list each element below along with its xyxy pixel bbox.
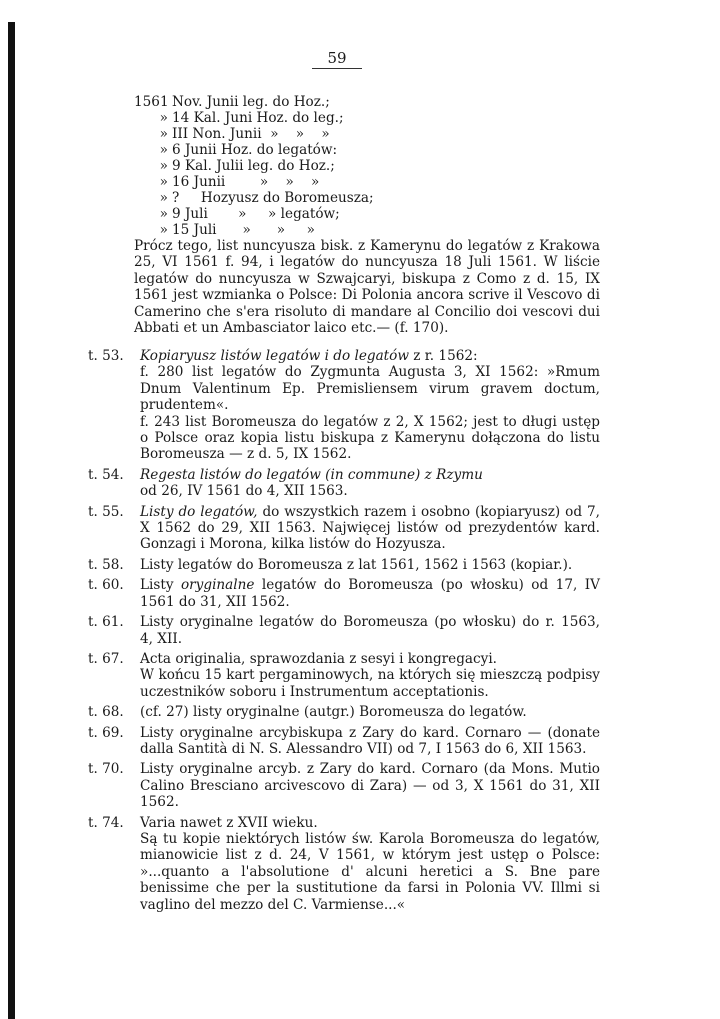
line-text: 9 Juli » » legatów;: [172, 206, 340, 222]
entry-line: [140, 364, 600, 413]
entry-body: [140, 761, 600, 810]
date-list-line: [134, 206, 600, 222]
volume-entry: [88, 557, 600, 573]
volume-tag: t. 53.: [88, 348, 124, 364]
entry-body: [140, 348, 600, 463]
volume-entry: [88, 704, 600, 720]
volume-tag: t. 68.: [88, 704, 124, 721]
entry-line: [140, 704, 600, 720]
entry-text: legatów do Boromeusza (po włosku) od 17, IV 1561 do 31, XII 1562.: [140, 577, 600, 610]
line-text: 6 Junii Hoz. do legatów:: [172, 142, 338, 158]
volume-entry: [88, 761, 600, 810]
entry-line: [140, 504, 600, 553]
line-lead: »: [159, 158, 168, 174]
line-lead: »: [159, 126, 168, 142]
entry-text: Są tu kopie niektórych listów św. Karola Boromeusza do legatów, mianowicie list z d. 24, V 1561, w którym jest ustęp o Polsce: »...quanto a l'absolutione d' alcuni heretici a S. Bne pare benissime che per la sustitutione da farsi in Polonia VV. Illmi si vaglino del mezzo del C. Varmiense...«: [140, 830, 600, 913]
entry-text: Listy oryginalne arcybiskupa z Zary do kard. Cornaro — (donate dalla Santità di N. S. Alessandro VII) od 7, I 1563 do 6, XII 1563.: [140, 724, 600, 757]
page-number: 59: [312, 50, 362, 69]
entry-line: [140, 761, 600, 810]
entry-line: [140, 651, 600, 667]
line-lead: »: [159, 142, 168, 158]
date-list-line: [134, 174, 600, 190]
entry-line: [140, 348, 600, 364]
volume-tag: t. 67.: [88, 650, 124, 667]
entry-text: (cf. 27) listy oryginalne (autgr.) Boromeusza do legatów.: [140, 704, 527, 721]
entry-text: od 26, IV 1561 do 4, XII 1563.: [140, 483, 348, 500]
line-lead: »: [159, 222, 168, 238]
line-text: 16 Junii » » »: [172, 174, 320, 190]
volume-tag: t. 60.: [88, 577, 124, 594]
entry-title: Kopiaryusz listów legatów i do legatów: [140, 348, 409, 364]
entry-line: [140, 815, 600, 831]
entry-title-prefix: Listy: [140, 577, 181, 594]
volume-entry: [88, 725, 600, 758]
entry-text: z r. 1562:: [408, 348, 478, 364]
line-lead: »: [159, 110, 168, 126]
line-text: 9 Kal. Julii leg. do Hoz.;: [172, 158, 335, 174]
volume-tag: t. 74.: [88, 814, 124, 831]
entry-body: [140, 614, 600, 647]
entry-title: oryginalne: [181, 577, 255, 594]
entry-title: Listy do legatów,: [140, 503, 258, 520]
entry-title: Regesta listów do legatów (in commune) z Rzymu: [140, 466, 483, 483]
volume-entries: [88, 348, 600, 917]
date-list: [134, 94, 600, 238]
entry-text: Listy oryginalne arcyb. z Zary do kard. Cornaro (da Mons. Mutio Calino Bresciano arcivescovo di Zara) — od 3, X 1561 do 31, XII 1562.: [140, 761, 600, 811]
volume-entry: [88, 504, 600, 553]
entry-body: [140, 504, 600, 553]
entry-line: [140, 614, 600, 647]
volume-tag: t. 54.: [88, 466, 124, 483]
entry-text: Listy legatów do Boromeusza z lat 1561, 1562 i 1563 (kopiar.).: [140, 556, 573, 573]
entry-body: [140, 467, 600, 500]
line-text: III Non. Junii » » »: [172, 126, 330, 142]
entry-text: Acta originalia, sprawozdania z sesyi i kongregacyi.: [140, 650, 497, 667]
date-list-line: [134, 110, 600, 126]
entry-body: [140, 704, 600, 720]
date-list-line: [134, 94, 600, 110]
line-text: ? Hozyusz do Boromeusza;: [172, 190, 374, 206]
volume-entry: [88, 651, 600, 700]
volume-entry: [88, 348, 600, 463]
volume-entry: [88, 577, 600, 610]
entry-body: [140, 577, 600, 610]
entry-line: [140, 483, 600, 499]
volume-entry: [88, 467, 600, 500]
line-text: 15 Juli » » »: [172, 222, 315, 238]
entry-text: W końcu 15 kart pergaminowych, na których się mieszczą podpisy uczestników soboru i Instrumentum acceptationis.: [140, 667, 600, 700]
intro-section: [134, 94, 600, 350]
entry-text: do wszystkich razem i osobno (kopiaryusz) od 7, X 1562 do 29, XII 1563. Najwięcej listów od prezydentów kard. Gonzagi i Morona, kilka listów do Hozyusza.: [140, 503, 600, 553]
line-lead: »: [159, 206, 168, 222]
date-list-line: [134, 158, 600, 174]
date-list-line: [134, 190, 600, 206]
line-text: Nov. Junii leg. do Hoz.;: [172, 94, 330, 110]
line-lead: »: [159, 190, 168, 206]
volume-tag: t. 58.: [88, 556, 124, 573]
entry-body: [140, 725, 600, 758]
volume-entry: [88, 614, 600, 647]
entry-line: [140, 467, 600, 483]
entry-body: [140, 651, 600, 700]
entry-text: Varia nawet z XVII wieku.: [140, 814, 318, 831]
volume-entry: [88, 815, 600, 913]
date-list-line: [134, 126, 600, 142]
date-list-line: [134, 222, 600, 238]
entry-line: [140, 557, 600, 573]
intro-paragraph: Prócz tego, list nuncyusza bisk. z Kamerynu do legatów z Krakowa 25, VI 1561 f. 94, i legatów do nuncyusza 18 Juli 1561. W liście legatów do nuncyusza w Szwajcaryi, biskupa z Como z d. 15, IX 1561 jest wzmianka o Polsce: Di Polonia ancora scrive il Vescovo di Camerino che s'era risoluto di mandare al Concilio doi vescovi dui Abbati et un Ambasciator laico etc.— (f. 170).: [134, 238, 600, 337]
line-lead: »: [159, 174, 168, 190]
entry-text: Listy oryginalne legatów do Boromeusza (po włosku) do r. 1563, 4, XII.: [140, 614, 600, 647]
volume-tag: t. 55.: [88, 503, 124, 520]
entry-line: [140, 831, 600, 913]
line-text: 14 Kal. Juni Hoz. do leg.;: [172, 110, 344, 126]
entry-body: [140, 815, 600, 913]
entry-line: [140, 414, 600, 463]
volume-tag: t. 70.: [88, 761, 124, 778]
volume-tag: t. 61.: [88, 614, 124, 631]
entry-line: [140, 667, 600, 700]
entry-line: [140, 577, 600, 610]
line-lead: 1561: [134, 94, 169, 110]
entry-text: f. 243 list Boromeusza do legatów z 2, X 1562; jest to długi ustęp o Polsce oraz kopia listu biskupa z Kamerynu dołączona do listu Boromeusza — z d. 5, IX 1562.: [140, 413, 600, 463]
volume-tag: t. 69.: [88, 724, 124, 741]
entry-text: f. 280 list legatów do Zygmunta Augusta 3, XI 1562: »Rmum Dnum Valentinum Ep. Premisliensem virum gravem doctum, prudentem«.: [140, 364, 600, 414]
date-list-line: [134, 142, 600, 158]
entry-line: [140, 725, 600, 758]
entry-body: [140, 557, 600, 573]
